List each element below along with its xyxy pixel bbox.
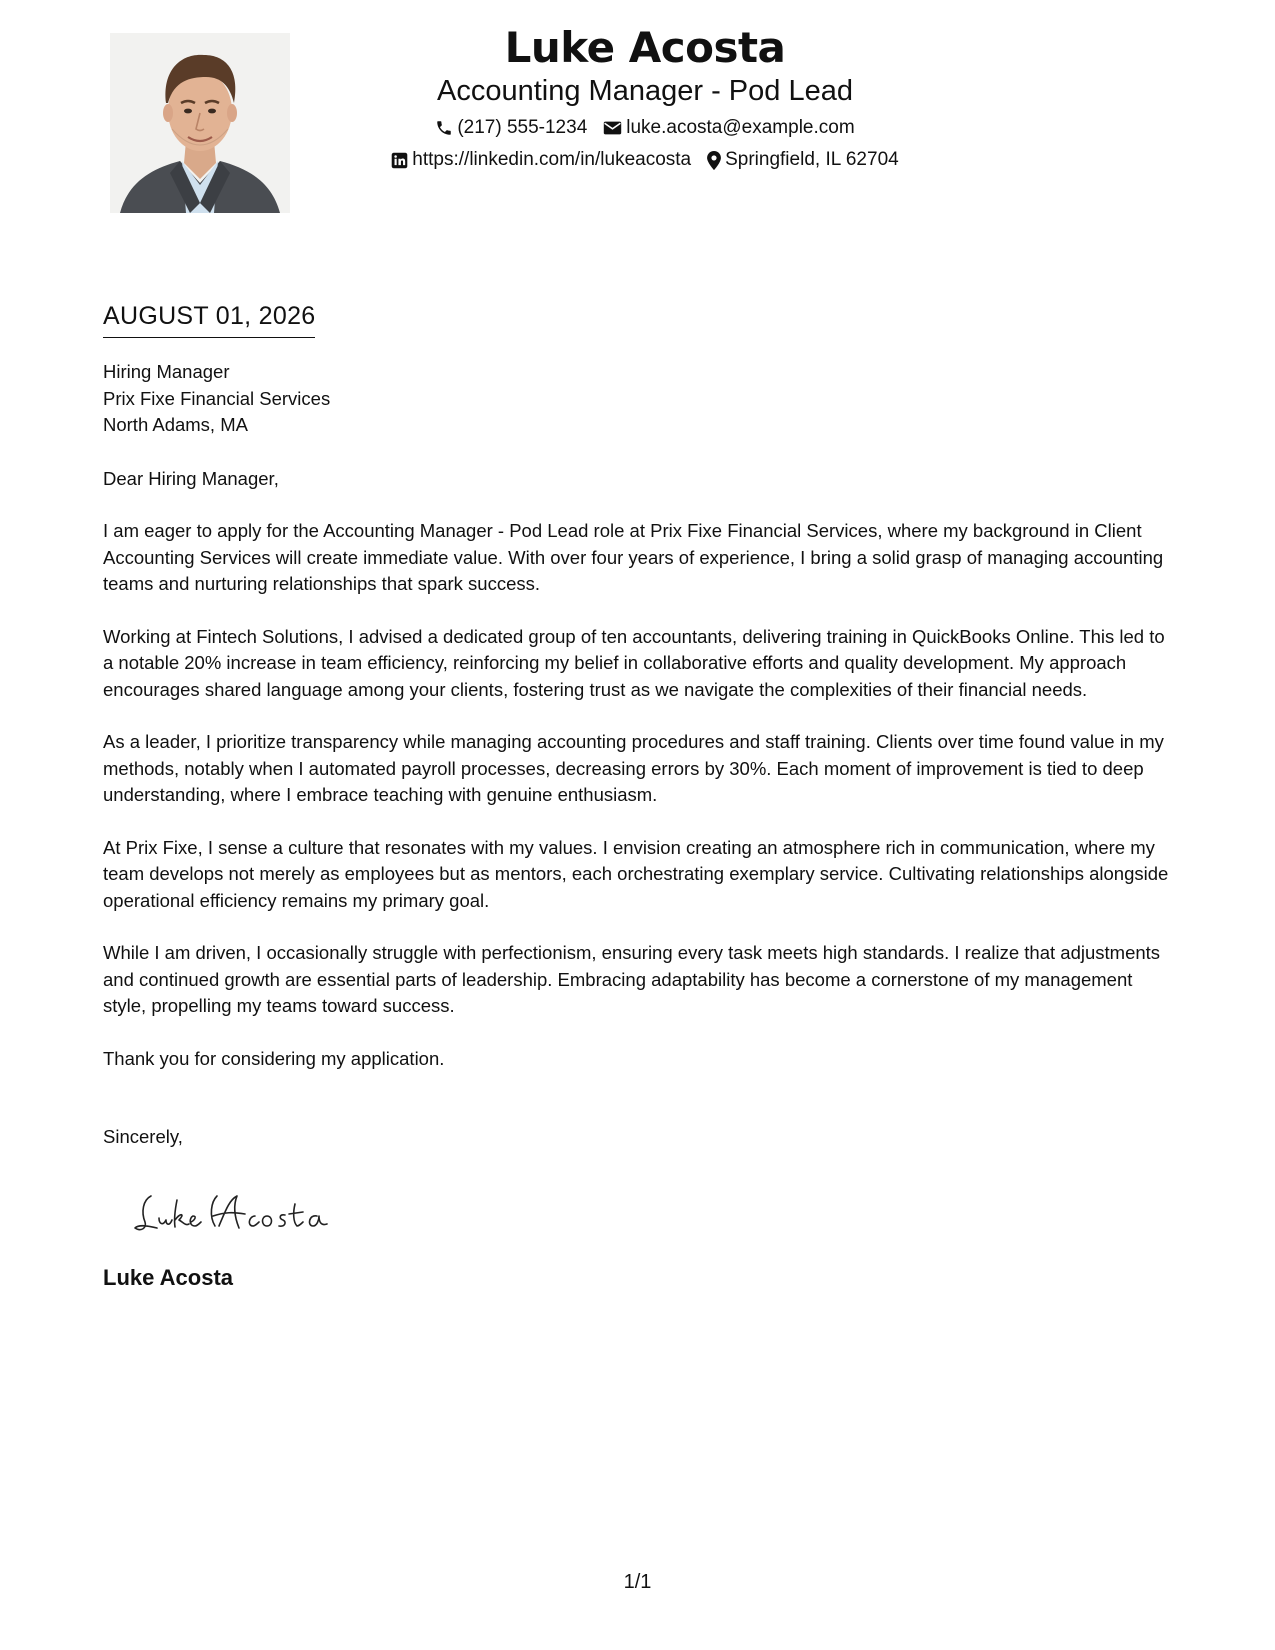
- header: [330, 22, 960, 172]
- body-paragraph: While I am driven, I occasionally struggle with perfectionism, ensuring every task meets high standards. I realize that adjustments and continued growth are essential parts of leadership. Embracing adaptability has become a cornerstone of my management style, propelling my teams toward success.: [103, 942, 1161, 1016]
- body-paragraph: I am eager to apply for the Accounting Manager - Pod Lead role at Prix Fixe Financial Services, where my background in Client Accounting Services will create immediate value. With over four years of experience, I bring a solid grasp of managing accounting teams and nurturing relationships that spark success.: [103, 520, 1164, 594]
- email-address: luke.acosta@example.com: [626, 117, 855, 138]
- map-pin-icon: [707, 151, 721, 170]
- job-title: Accounting Manager - Pod Lead: [437, 75, 853, 107]
- salutation: Dear Hiring Manager,: [103, 468, 279, 489]
- location-contact: [707, 148, 899, 172]
- location-text: Springfield, IL 62704: [725, 149, 899, 170]
- closing: Sincerely,: [103, 1126, 183, 1147]
- phone-number: (217) 555-1234: [457, 117, 588, 138]
- body-paragraph: At Prix Fixe, I sense a culture that resonates with my values. I envision creating an atmosphere rich in communication, where my team develops not merely as employees but as mentors, each orchestrating exemplary service. Cultivating relationships alongside operational efficiency remains my primary goal.: [103, 836, 1169, 911]
- email-contact[interactable]: [603, 116, 854, 140]
- phone-contact[interactable]: [435, 116, 587, 140]
- linkedin-contact[interactable]: [391, 148, 691, 172]
- applicant-name: Luke Acosta: [504, 23, 786, 72]
- letter-body: [103, 518, 1173, 1098]
- body-paragraph: As a leader, I prioritize transparency while managing accounting procedures and staff training. Clients over time found value in my methods, notably when I automated payroll processes, decreasing errors by 30%. Each moment of improvement is tied to deep understanding, where I embrace teaching with genuine enthusiasm.: [103, 731, 1164, 805]
- page-number: 1/1: [623, 1571, 652, 1593]
- profile-photo: [110, 33, 290, 213]
- body-paragraph: Thank you for considering my application.: [103, 1047, 445, 1069]
- recipient-line: North Adams, MA: [103, 414, 248, 435]
- contact-row-1: [330, 116, 960, 140]
- signer-name: Luke Acosta: [103, 1265, 234, 1290]
- recipient-line: Hiring Manager: [103, 361, 230, 382]
- letter-date: AUGUST 01, 2026: [103, 300, 315, 338]
- recipient-block: [103, 359, 1173, 439]
- contact-row-2: [330, 148, 960, 172]
- handwritten-signature: [133, 1182, 353, 1242]
- envelope-icon: [603, 120, 622, 136]
- recipient-line: Prix Fixe Financial Services: [103, 387, 331, 409]
- linkedin-url: https://linkedin.com/in/lukeacosta: [412, 149, 692, 170]
- linkedin-icon: [391, 152, 408, 169]
- phone-icon: [435, 119, 453, 137]
- body-paragraph: Working at Fintech Solutions, I advised a dedicated group of ten accountants, delivering training in QuickBooks Online. This led to a notable 20% increase in team efficiency, reinforcing my belief in collaborative efforts and quality development. My approach encourages shared language among your clients, fostering trust as we navigate the complexities of their financial needs.: [103, 625, 1165, 700]
